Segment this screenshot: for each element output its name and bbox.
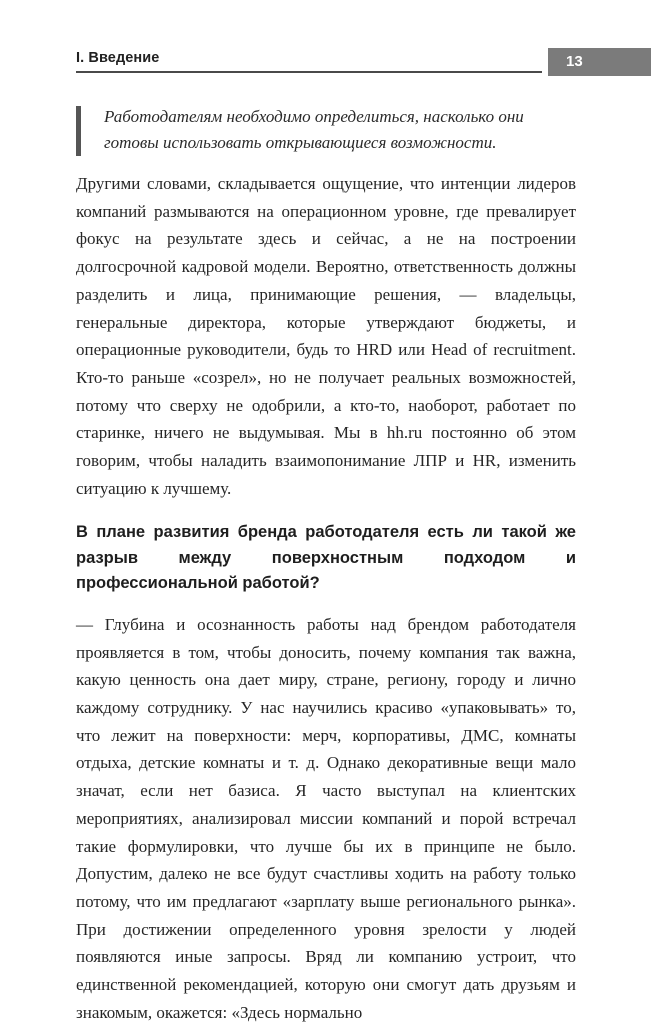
quote-text: Работодателям необходимо определиться, насколько они готовы использовать открывающиеся возможности. [104, 107, 524, 152]
page-header [76, 48, 651, 78]
header-rule [76, 71, 542, 73]
quote-bar [76, 106, 81, 156]
body-paragraph-1: Другими словами, складывается ощущение, что интенции лидеров компаний размываются на операционном уровне, где превалирует фокус на результате здесь и сейчас, а не на построении долгосрочной кадровой модели. Вероятно, ответственность должны разделить и лица, принимающие решения, — владельцы, генеральные директора, которые утверждают бюджеты, и операционные руководители, будь то HRD или Head of recruitment. Кто-то раньше «созрел», но не получает реальных возможностей, потому что сверху не одобрили, а кто-то, наоборот, работает по старинке, ничего не выдумывая. Мы в hh.ru постоянно об этом говорим, чтобы наладить взаимопонимание ЛПР и HR, изменить ситуацию к лучшему. [76, 174, 576, 498]
page-body [76, 170, 576, 1026]
body-paragraph-2: — Глубина и осознанность работы над брендом работодателя проявляется в том, чтобы доносить, почему компания так важна, какую ценность она дает миру, стране, региону, городу и лично каждому сотруднику. У нас научились красиво «упаковывать» то, что лежит на поверхности: мерч, корпоративы, ДМС, комнаты отдыха, детские комнаты и т. д. Однако декоративные вещи мало значат, если нет базиса. Я часто выступал на клиентских мероприятиях, анализировал миссии компаний и порой встречал такие формулировки, что лучше бы их в принципе не было. Допустим, далеко не все будут счастливы ходить на работу только потому, что им предлагают «зарплату выше регионального рынка». При достижении определенного уровня зрелости у людей появляются иные запросы. Вряд ли компанию устроит, что единственной рекомендацией, которую они смогут дать друзьям и знакомым, окажется: «Здесь нормально [76, 614, 576, 1022]
chapter-title: I. Введение [76, 50, 160, 66]
interview-question: В плане развития бренда работодателя есть ли такой же разрыв между поверхностным подходом и профессиональной работой? [76, 523, 576, 593]
page-number: 13 [548, 48, 651, 76]
